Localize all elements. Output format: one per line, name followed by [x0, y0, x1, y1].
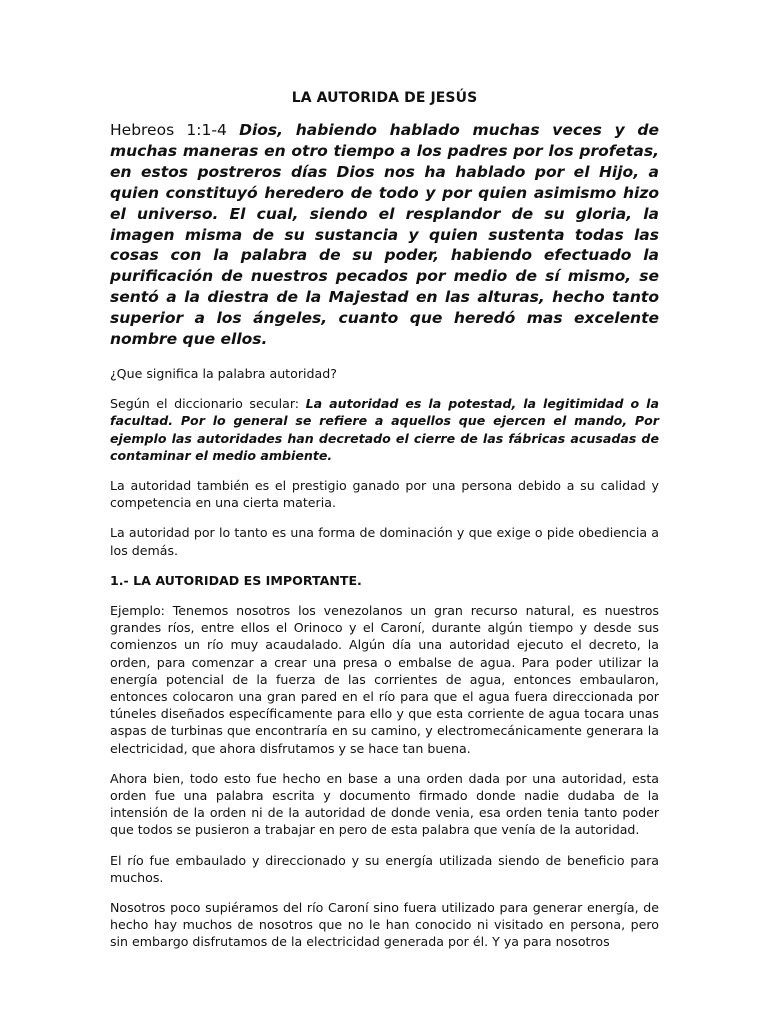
section-heading: 1.- LA AUTORIDAD ES IMPORTANTE.	[110, 572, 362, 588]
definition-paragraph	[110, 395, 659, 464]
definition-text: La autoridad es la potestad, la legitimidad o la facultad. Por lo general se refiere a aquellos que ejercen el mando, Por ejemplo las autoridades han decretado el cierre de las fábricas acusadas de contaminar el medio ambiente.	[110, 396, 659, 463]
page-title: LA AUTORIDA DE JESÚS	[291, 90, 478, 106]
example-paragraph: Ejemplo: Tenemos nosotros los venezolanos un gran recurso natural, es nuestros grandes ríos, entre ellos el Orinoco y el Caroní, durante algún tiempo y desde sus comienzos un río muy acaudalado. Algún día una autoridad ejecuto el decreto, la orden, para comenzar a crear una presa o embalse de agua. Para poder utilizar la energía potencial de la fuerza de las corrientes de agua, entonces embaularon, entonces colocaron una gran pared en el río para que el agua fuera direccionada por túneles diseñados específicamente para ello y que esta corriente de agua tocara unas aspas de turbinas que encontraría en su camino, y electromecánicamente generara la electricidad, que ahora disfrutamos y se hace tan buena.	[110, 603, 659, 756]
document-body	[110, 88, 659, 964]
verse-text: Dios, habiendo hablado muchas veces y de muchas maneras en otro tiempo a los padres por los profetas, en estos postreros días Dios nos ha hablado por el Hijo, a quien constituyó heredero de todo y por quien asimismo hizo el universo. El cual, siendo el resplandor de su gloria, la imagen misma de su sustancia y quien sustenta todas las cosas con la palabra de su poder, habiendo efectuado la purificación de nuestros pecados por medio de sí mismo, se sentó a la diestra de la Majestad en las alturas, hecho tanto superior a los ángeles, cuanto que heredó mas excelente nombre que ellos.	[110, 121, 660, 349]
verse-reference: Hebreos 1:1-4	[110, 121, 240, 139]
river-paragraph: El río fue embaulado y direccionado y su energía utilizada siendo de beneficio para muchos.	[110, 852, 659, 885]
caroni-paragraph: Nosotros poco supiéramos del río Caroní sino fuera utilizado para generar energía, de hecho hay muchos de nosotros que no le han conocido ni visitado en persona, pero sin embargo disfrutamos de la electricidad generada por él. Y ya para nosotros	[110, 900, 659, 950]
prestige-paragraph: La autoridad también es el prestigio ganado por una persona debido a su calidad y competencia en una cierta materia.	[110, 477, 659, 511]
question-paragraph: ¿Que significa la palabra autoridad?	[110, 365, 337, 381]
domination-paragraph: La autoridad por lo tanto es una forma de dominación y que exige o pide obediencia a los demás.	[110, 525, 659, 558]
bible-verse	[110, 120, 659, 350]
definition-prefix: Según el diccionario secular:	[110, 396, 306, 412]
order-paragraph: Ahora bien, todo esto fue hecho en base a una orden dada por una autoridad, esta orden fue una palabra escrita y documento firmado donde nadie dudaba de la intensión de la orden ni de la autoridad de donde venia, esa orden tenia tanto poder que todos se pusieron a trabajar en pero de esta palabra que venía de la autoridad.	[110, 770, 659, 838]
